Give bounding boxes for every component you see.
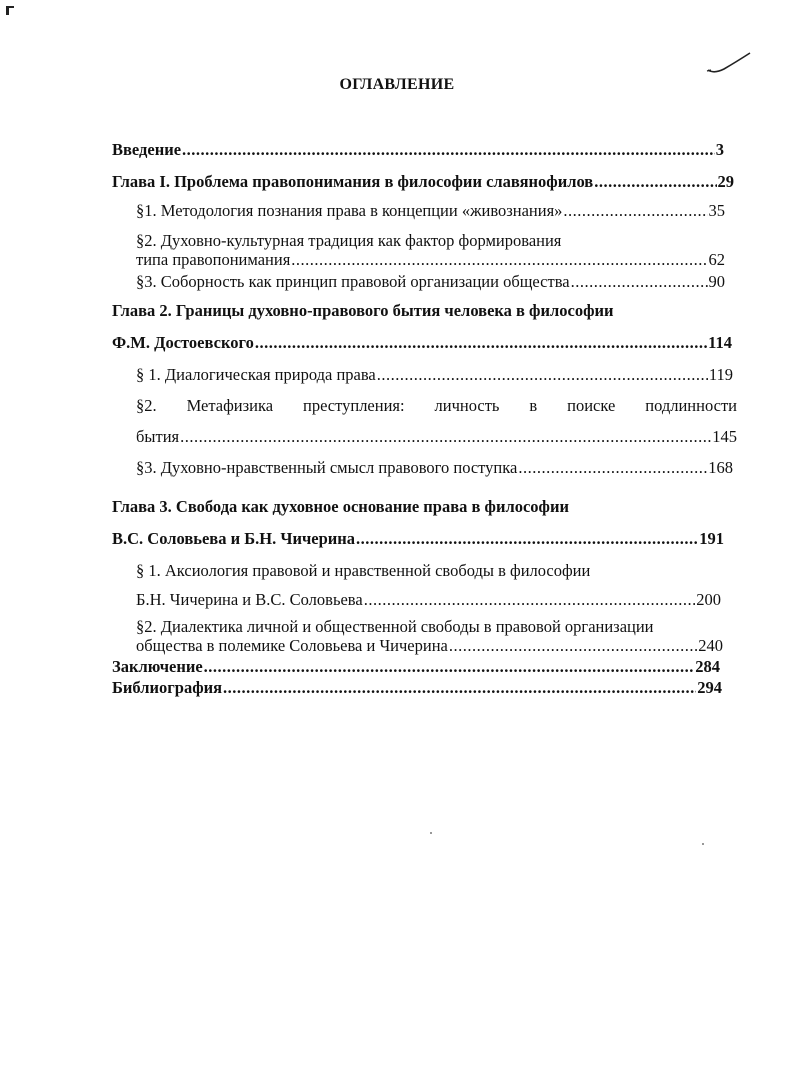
scan-speck — [430, 832, 432, 834]
toc-word: Метафизика — [186, 396, 274, 415]
toc-entry-section-1-2 — [136, 250, 725, 270]
toc-label: § 1. Диалогическая природа права — [136, 365, 376, 384]
scan-corner-mark — [6, 6, 14, 15]
toc-entry-chapter-1 — [112, 172, 734, 192]
toc-label: Глава I. Проблема правопонимания в философии славянофилов — [112, 172, 594, 191]
toc-entry-section-3-2-line1: §2. Диалектика личной и общественной свободы в правовой организации — [136, 617, 654, 636]
toc-label: §3. Духовно-нравственный смысл правового поступка — [136, 458, 518, 477]
toc-word: преступления: — [302, 396, 405, 415]
toc-word: в — [529, 396, 538, 415]
toc-word: §2. — [136, 396, 157, 415]
scan-speck — [702, 843, 704, 845]
toc-entry-section-2-2-line1 — [136, 396, 737, 416]
toc-page-number: 114 — [708, 333, 732, 352]
toc-label: В.С. Соловьева и Б.Н. Чичерина — [112, 529, 356, 548]
toc-page-number: 35 — [708, 201, 725, 220]
toc-page-number: 90 — [708, 272, 725, 291]
toc-page-number: 3 — [715, 140, 724, 159]
leader-dots — [204, 657, 695, 677]
toc-entry-section-1-2-line1: §2. Духовно-культурная традиция как фактор формирования — [136, 231, 562, 250]
toc-entry-section-3-1-line1: § 1. Аксиология правовой и нравственной свободы в философии — [136, 561, 591, 580]
toc-page-number: 294 — [697, 678, 722, 697]
toc-label: §1. Методология познания права в концепции «живознания» — [136, 201, 563, 220]
toc-page-number: 145 — [712, 427, 737, 446]
toc-label: §3. Соборность как принцип правовой организации общества — [136, 272, 570, 291]
toc-label: общества в полемике Соловьева и Чичерина — [136, 636, 448, 655]
toc-entry-section-2-2 — [136, 427, 737, 447]
leader-dots — [563, 201, 707, 221]
toc-entry-conclusion — [112, 657, 720, 677]
toc-page-number: 168 — [708, 458, 733, 477]
leader-dots — [594, 172, 716, 192]
toc-label: типа правопонимания — [136, 250, 291, 269]
toc-page-number: 29 — [717, 172, 734, 191]
leader-dots — [518, 458, 707, 478]
toc-entry-section-2-1 — [136, 365, 733, 385]
toc-page-number: 240 — [698, 636, 723, 655]
leader-dots — [364, 590, 696, 610]
toc-label: Б.Н. Чичерина и В.С. Соловьева — [136, 590, 363, 609]
toc-entry-bibliography — [112, 678, 722, 698]
toc-entry-chapter-3-line1: Глава 3. Свобода как духовное основание права в философии — [112, 497, 569, 516]
leader-dots — [449, 636, 697, 656]
toc-label: бытия — [136, 427, 180, 446]
toc-label: Введение — [112, 140, 182, 159]
leader-dots — [180, 427, 711, 447]
toc-page-number: 200 — [696, 590, 721, 609]
handwritten-check-mark — [706, 50, 754, 76]
page-title: ОГЛАВЛЕНИЕ — [339, 76, 455, 93]
toc-page-number: 284 — [695, 657, 720, 676]
leader-dots — [223, 678, 696, 698]
toc-entry-chapter-3 — [112, 529, 724, 549]
toc-entry-section-3-2 — [136, 636, 723, 656]
toc-entry-section-2-3 — [136, 458, 733, 478]
toc-label: Ф.М. Достоевского — [112, 333, 254, 352]
toc-entry-section-1-3 — [136, 272, 725, 292]
toc-entry-chapter-2 — [112, 333, 732, 353]
toc-page-number: 62 — [708, 250, 725, 269]
leader-dots — [377, 365, 708, 385]
leader-dots — [571, 272, 708, 292]
toc-word: подлинности — [645, 396, 737, 415]
toc-entry-section-1-1 — [136, 201, 725, 221]
toc-label: Библиография — [112, 678, 223, 697]
toc-entry-chapter-2-line1: Глава 2. Границы духовно-правового бытия человека в философии — [112, 301, 614, 320]
toc-page-number: 119 — [708, 365, 733, 384]
leader-dots — [356, 529, 698, 549]
leader-dots — [291, 250, 707, 270]
leader-dots — [182, 140, 715, 160]
toc-word: личность — [434, 396, 500, 415]
leader-dots — [255, 333, 707, 353]
toc-label: Заключение — [112, 657, 203, 676]
toc-entry-section-3-1 — [136, 590, 721, 610]
toc-page-number: 191 — [699, 529, 724, 548]
toc-entry-intro — [112, 140, 724, 160]
toc-word: поиске — [567, 396, 616, 415]
